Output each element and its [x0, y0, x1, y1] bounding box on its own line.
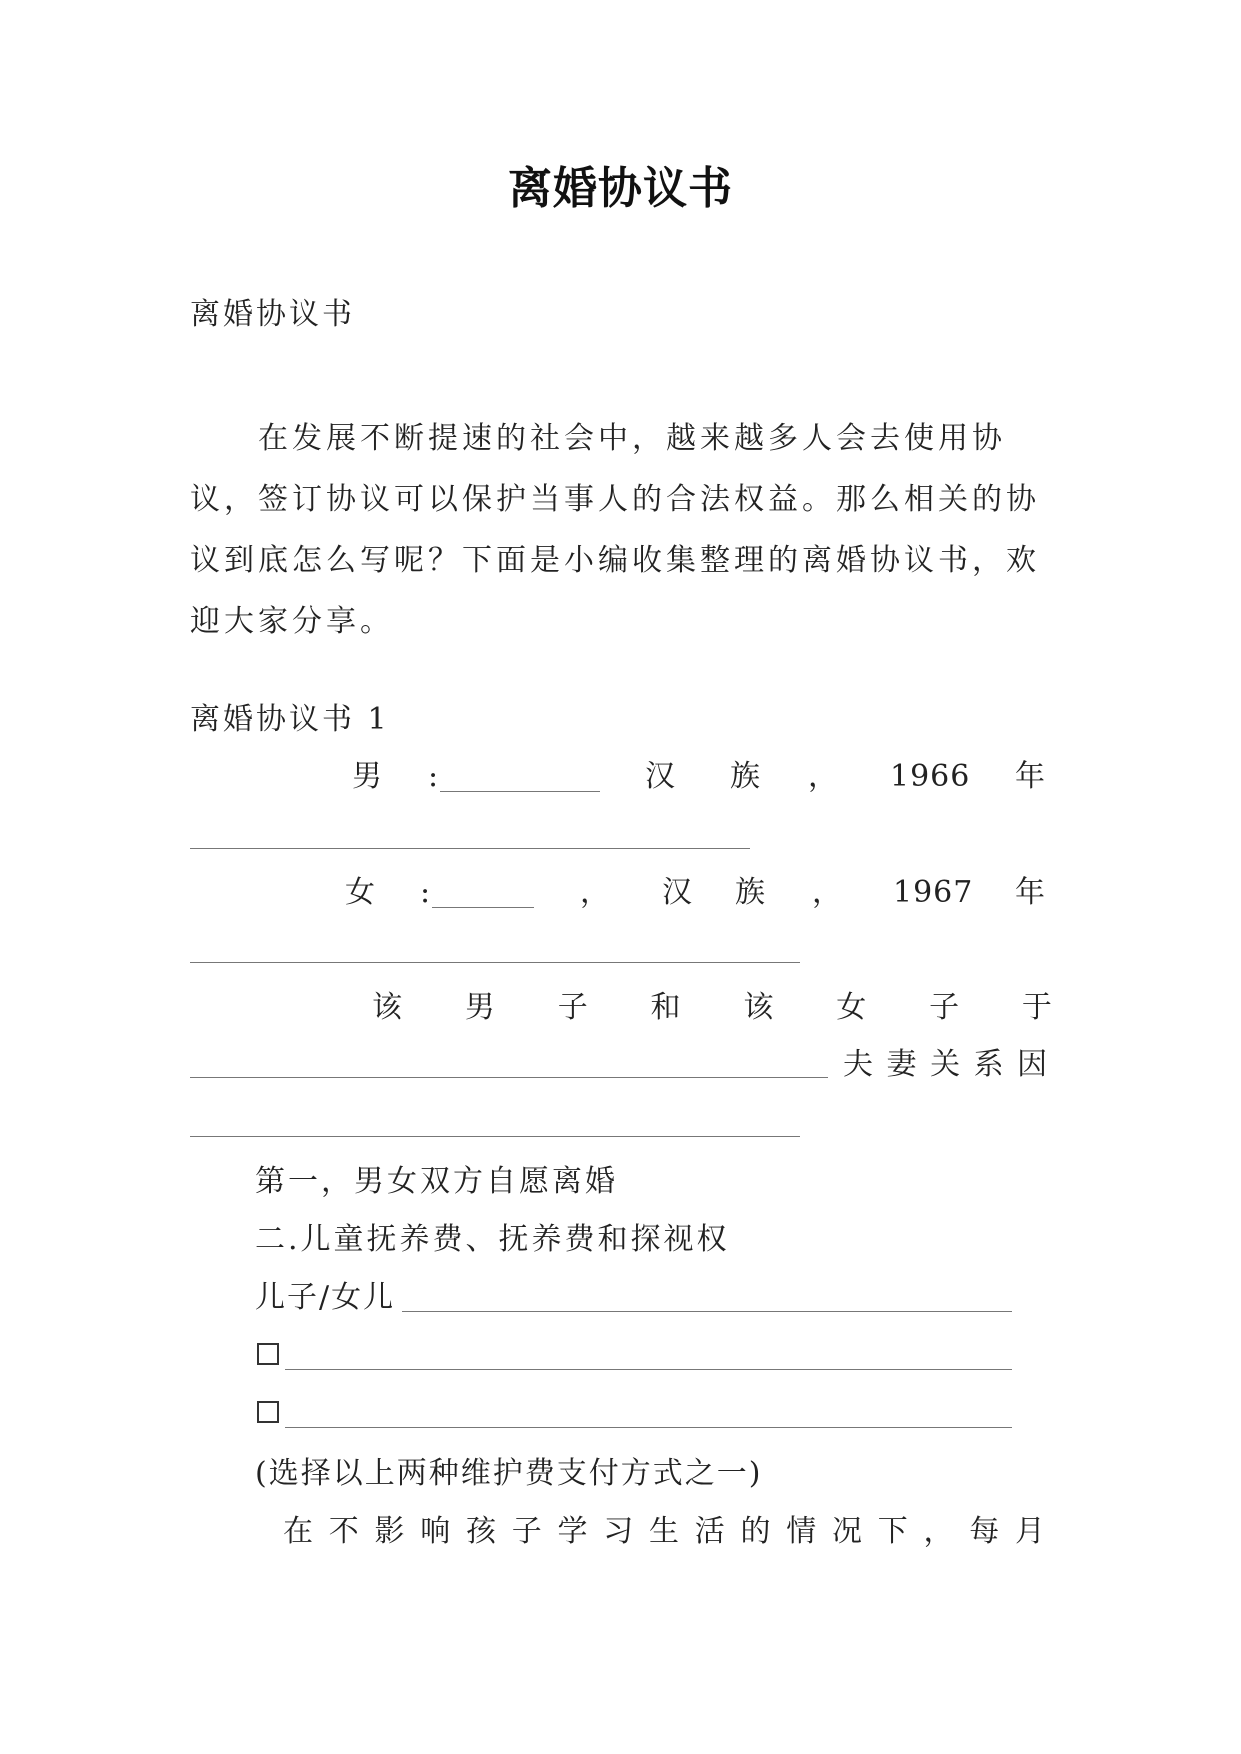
section-heading: 离婚协议书 1 — [190, 702, 390, 737]
last-line-char: 学 — [557, 1514, 588, 1549]
relation-word: 该 — [372, 990, 402, 1025]
last-line-char: 情 — [786, 1514, 817, 1549]
male-ethnicity-2: 族 — [730, 759, 763, 794]
intro-paragraph — [190, 408, 1070, 652]
son-daughter-label: 儿子/女儿 — [255, 1280, 396, 1315]
last-line-char: 响 — [420, 1514, 451, 1549]
female-name-blank — [432, 907, 534, 908]
relation-word: 该 — [743, 990, 774, 1025]
intro-text: 在发展不断提速的社会中，越来越多人会去使用协议，签订协议可以保护当事人的合法权益。那么相关的协议到底怎么写呢？下面是小编收集整理的离婚协议书，欢迎大家分享。 — [190, 421, 1040, 639]
male-year-unit: 年 — [1015, 759, 1048, 794]
last-line-char: 的 — [740, 1514, 771, 1549]
last-line-char: 影 — [374, 1514, 405, 1549]
male-comma: ， — [808, 759, 841, 794]
last-line-char: 孩 — [466, 1514, 496, 1549]
clause-2: 二.儿童抚养费、抚养费和探视权 — [255, 1222, 730, 1257]
male-colon: : — [428, 759, 442, 794]
last-line-char: 不 — [328, 1514, 359, 1549]
last-line-char: 下 — [877, 1514, 908, 1549]
last-line-char: 月 — [1015, 1514, 1045, 1549]
male-label: 男 — [352, 759, 385, 794]
male-name-blank — [440, 791, 600, 792]
last-line-char: 活 — [694, 1514, 725, 1549]
relation-word: 男 — [464, 990, 495, 1025]
female-label: 女 — [345, 875, 378, 910]
checkbox-icon — [257, 1343, 279, 1365]
option-1-checkbox[interactable] — [257, 1343, 279, 1365]
payment-note: (选择以上两种维护费支付方式之一) — [255, 1456, 763, 1491]
female-colon: : — [420, 875, 434, 910]
checkbox-icon — [257, 1401, 279, 1423]
clause-1: 第一，男女双方自愿离婚 — [255, 1164, 618, 1199]
subtitle: 离婚协议书 — [190, 297, 355, 332]
female-ethnicity: 汉 — [662, 875, 695, 910]
relation-tail: 夫 妻 关 系 因 — [843, 1047, 1050, 1082]
female-ethnicity-2: 族 — [735, 875, 768, 910]
relation-word: 于 — [1021, 990, 1052, 1025]
female-comma-2: ， — [812, 875, 845, 910]
female-comma-1: ， — [580, 875, 613, 910]
male-details-blank — [190, 848, 750, 849]
relation-word: 和 — [650, 990, 681, 1025]
relation-words — [372, 988, 1052, 1028]
option-1-blank — [285, 1369, 1012, 1370]
option-2-checkbox[interactable] — [257, 1401, 279, 1423]
marriage-date-blank — [190, 1077, 828, 1078]
relation-word: 子 — [929, 990, 960, 1025]
male-ethnicity: 汉 — [645, 759, 678, 794]
last-line-char: ， — [923, 1514, 954, 1549]
last-line-char: 每 — [969, 1514, 1000, 1549]
last-line-char: 习 — [603, 1514, 634, 1549]
relation-word: 女 — [836, 990, 867, 1025]
last-line-char: 况 — [832, 1514, 862, 1549]
document-title: 离婚协议书 — [508, 163, 733, 214]
male-birth-year: 1966 — [890, 759, 971, 794]
last-line-char: 在 — [283, 1514, 313, 1549]
female-year-unit: 年 — [1015, 875, 1048, 910]
female-details-blank — [190, 962, 800, 963]
reason-blank — [190, 1136, 800, 1137]
option-2-blank — [285, 1427, 1012, 1428]
son-daughter-blank — [402, 1311, 1012, 1312]
last-line-char: 生 — [649, 1514, 679, 1549]
last-line — [283, 1512, 1045, 1552]
relation-word: 子 — [557, 990, 588, 1025]
last-line-char: 子 — [511, 1514, 542, 1549]
female-birth-year: 1967 — [893, 875, 974, 910]
